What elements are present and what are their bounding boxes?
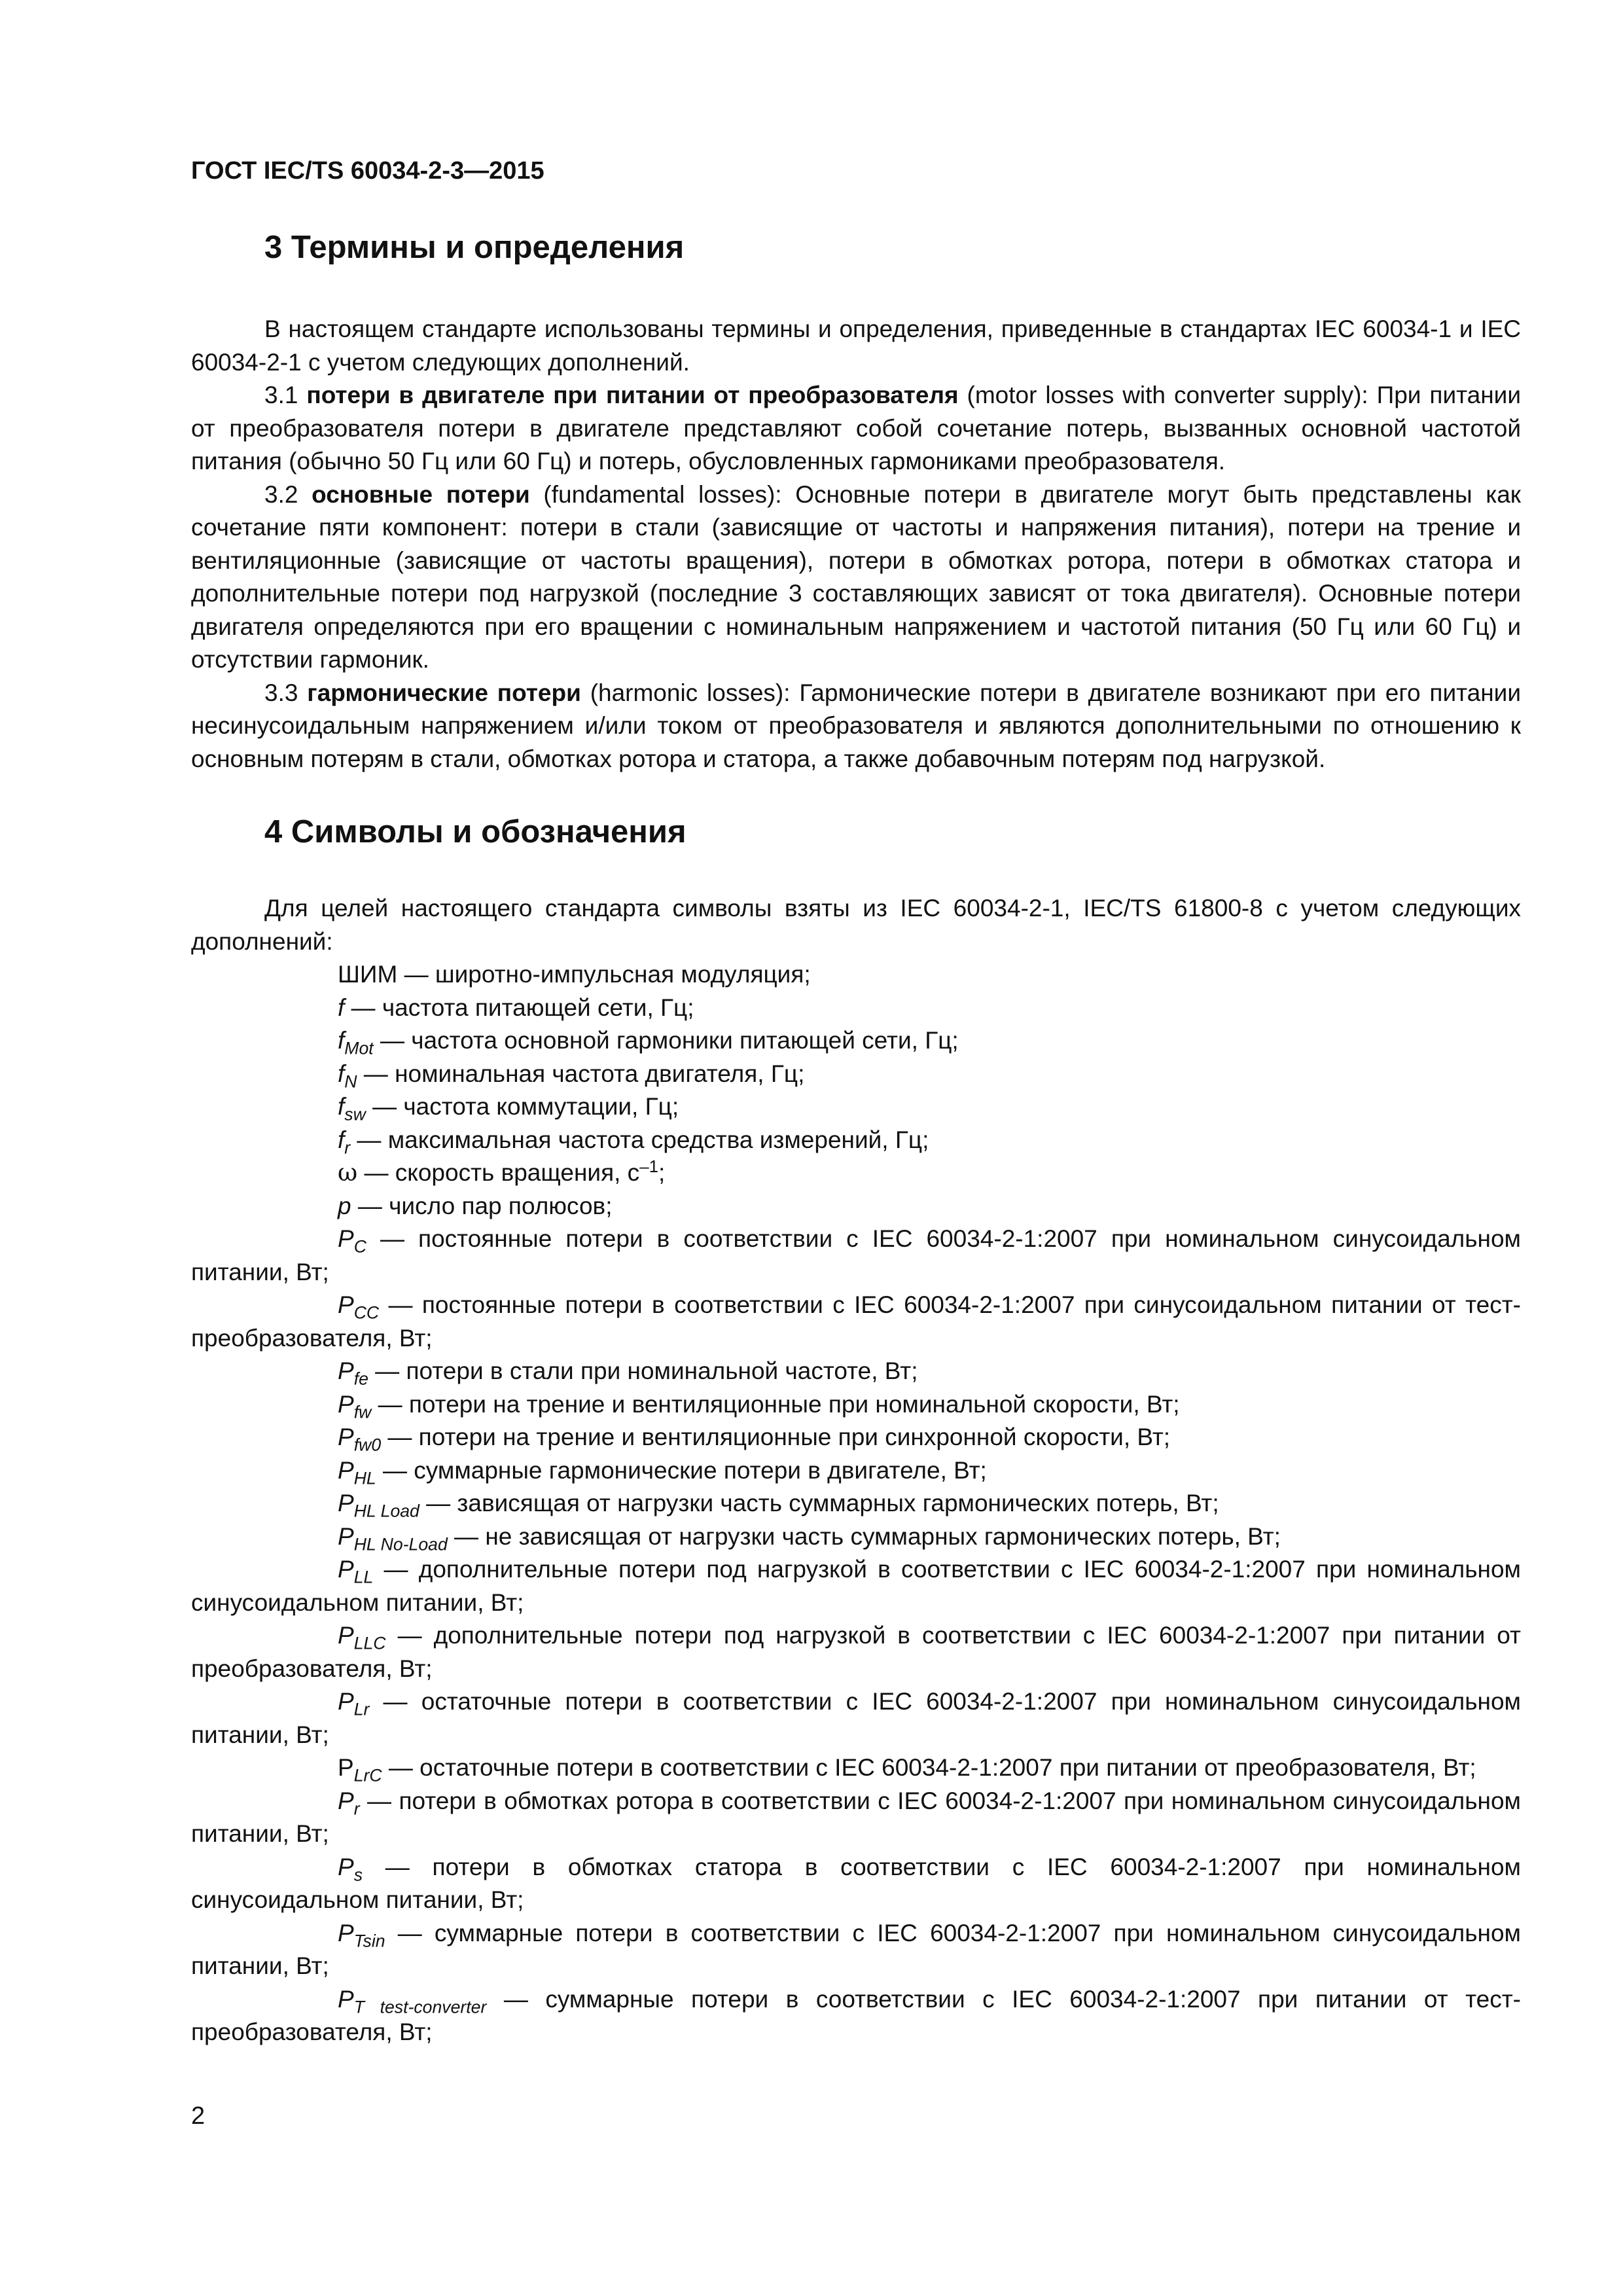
symbol-entry	[191, 992, 1521, 1025]
symbol-description: — частота коммутации, Гц;	[365, 1093, 679, 1120]
symbol-base: f	[338, 1126, 345, 1153]
symbol-subscript: Tsin	[353, 1931, 385, 1951]
symbol-description: — частота питающей сети, Гц;	[344, 994, 694, 1021]
symbol-label	[264, 1754, 382, 1785]
symbol-entry	[191, 1454, 1521, 1488]
symbol-base: ШИМ	[338, 961, 398, 988]
term-definition	[191, 478, 1521, 677]
symbol-base: P	[338, 1853, 354, 1880]
symbol-label	[264, 1787, 360, 1819]
symbol-label	[264, 1424, 382, 1455]
term-name: гармонические потери	[307, 679, 581, 706]
symbol-subscript: r	[353, 1799, 360, 1819]
symbol-label	[264, 1060, 357, 1092]
symbol-subscript: s	[353, 1865, 363, 1885]
term-text: Гармонические потери в двигателе возникают при его питании несинусоидальным напряжением и/или током от преобразователя и являются дополнительными по отношению к основным потерям в стали, обмотках ротора и статора, а также добавочным потерям под нагрузкой.	[191, 679, 1522, 772]
symbol-label	[264, 1093, 366, 1124]
symbol-label	[264, 1193, 351, 1219]
symbol-description: — суммарные гармонические потери в двигателе, Вт;	[376, 1456, 987, 1484]
symbol-subscript: LL	[353, 1567, 374, 1587]
symbol-subscript: Mot	[344, 1038, 374, 1058]
symbol-entry	[191, 1983, 1521, 2049]
symbol-entry	[191, 1190, 1521, 1223]
symbol-base: f	[338, 1027, 345, 1054]
symbol-label	[264, 1456, 376, 1488]
symbol-base: P	[338, 1225, 354, 1252]
symbol-description: — потери на трение и вентиляционные при синхронной скорости, Вт;	[381, 1424, 1171, 1450]
symbol-subscript: N	[344, 1071, 357, 1092]
page-number: 2	[191, 2102, 205, 2130]
symbol-description: — потери на трение и вентиляционные при номинальной скорости, Вт;	[371, 1390, 1180, 1418]
symbol-base: P	[338, 1622, 354, 1649]
section-3-intro: В настоящем стандарте использованы термины и определения, приведенные в стандартах IEC 60034-1 и IEC 60034-2-1 с учетом следующих дополнений.	[191, 315, 1521, 376]
symbol-entry	[191, 1520, 1521, 1554]
symbol-entry	[191, 1058, 1521, 1091]
term-number: 3.2	[264, 480, 298, 508]
symbol-base: f	[338, 1093, 345, 1120]
section-4-title: 4 Символы и обозначения	[264, 814, 687, 850]
symbol-subscript: CC	[353, 1302, 380, 1323]
section-3-title: 3 Термины и определения	[264, 230, 685, 265]
symbol-subscript: LLC	[353, 1633, 386, 1653]
symbol-description: — остаточные потери в соответствии с IEC 60034-2-1:2007 при питании от преобразователя, Вт;	[382, 1754, 1476, 1781]
symbol-tail: ;	[658, 1159, 666, 1186]
symbol-base: P	[338, 1522, 354, 1550]
symbol-base: P	[338, 1985, 354, 2013]
symbol-base: P	[338, 1754, 354, 1781]
symbol-label	[264, 1490, 419, 1521]
symbol-entry	[191, 1785, 1521, 1851]
symbol-description: — максимальная частота средства измерений, Гц;	[350, 1126, 929, 1153]
symbol-description: — постоянные потери в соответствии с IEC 60034-2-1:2007 при синусоидальном питании от тест-преобразователя, Вт;	[191, 1291, 1521, 1352]
symbol-label	[264, 1853, 363, 1885]
symbol-label	[264, 961, 397, 988]
symbol-entry	[191, 1024, 1521, 1058]
term-name: потери в двигателе при питании от преобразователя	[306, 382, 959, 408]
symbol-subscript: T test-converter	[353, 1997, 487, 2017]
symbol-label	[264, 1556, 374, 1587]
symbol-subscript: HL	[353, 1468, 376, 1488]
symbol-superscript: –1	[639, 1158, 658, 1177]
symbol-entry	[191, 1421, 1521, 1454]
symbol-label	[264, 1027, 374, 1058]
symbol-subscript: r	[344, 1138, 351, 1158]
symbol-description: — потери в обмотках ротора в соответствии с IEC 60034-2-1:2007 при номинальном синусоидальном питании, Вт;	[191, 1787, 1521, 1847]
symbol-label	[264, 1522, 448, 1554]
symbol-entry	[191, 1157, 1521, 1190]
symbol-entry	[191, 1917, 1521, 1983]
symbol-entry	[191, 1388, 1521, 1422]
symbol-description: — дополнительные потери под нагрузкой в соответствии с IEC 60034-2-1:2007 при питании от преобразователя, Вт;	[191, 1622, 1521, 1682]
symbol-entry	[191, 1751, 1521, 1785]
symbol-base: P	[338, 1357, 354, 1384]
symbol-label	[264, 1622, 386, 1653]
symbol-label	[264, 1688, 370, 1719]
symbol-entry	[191, 1851, 1521, 1917]
symbol-description: — число пар полюсов;	[351, 1192, 613, 1219]
symbol-base: P	[338, 1490, 354, 1516]
symbol-subscript: HL Load	[353, 1501, 419, 1521]
symbol-description: — суммарные потери в соответствии с IEC 60034-2-1:2007 при номинальном синусоидальном питании, Вт;	[191, 1919, 1521, 1979]
document-header: ГОСТ IEC/TS 60034-2-3—2015	[191, 157, 544, 185]
term-english: (harmonic losses):	[580, 679, 791, 706]
symbol-base: P	[338, 1390, 354, 1418]
symbol-entry	[191, 958, 1521, 992]
symbol-description: — широтно-импульсная модуляция;	[397, 961, 811, 988]
symbol-description: — номинальная частота двигателя, Гц;	[357, 1060, 805, 1087]
symbol-label	[264, 1919, 385, 1951]
symbol-base: ω	[338, 1158, 358, 1187]
symbol-description: — потери в обмотках статора в соответствии с IEC 60034-2-1:2007 при номинальном синусоидальном питании, Вт;	[191, 1853, 1521, 1913]
symbol-label	[264, 1985, 487, 2017]
symbol-description: — остаточные потери в соответствии с IEC 60034-2-1:2007 при номинальном синусоидальном питании, Вт;	[191, 1688, 1521, 1748]
term-name: основные потери	[312, 480, 530, 508]
symbol-subscript: Lr	[353, 1699, 370, 1719]
symbol-subscript: sw	[344, 1104, 366, 1124]
symbol-base: P	[338, 1556, 354, 1583]
symbol-label	[264, 1225, 366, 1257]
document-page	[191, 154, 1521, 2049]
symbol-label	[264, 994, 344, 1021]
symbol-description: — скорость вращения, с	[357, 1159, 640, 1186]
symbol-entry	[191, 1124, 1521, 1157]
term-definition	[191, 379, 1521, 478]
symbol-description: — не зависящая от нагрузки часть суммарных гармонических потерь, Вт;	[447, 1522, 1281, 1550]
symbol-base: P	[338, 1787, 354, 1814]
symbol-description: — потери в стали при номинальной частоте, Вт;	[368, 1357, 918, 1384]
term-text: Основные потери в двигателе могут быть представлены как сочетание пяти компонент: потери в стали (зависящие от частоты и напряжения питания), потери на трение и вентиляционные (зависящие от частоты вращения), потери в обмотках ротора, потери в обмотках статора и дополнительные потери под нагрузкой (последние 3 составляющих зависят от тока двигателя). Основные потери двигателя определяются при его вращении с номинальным напряжением и частотой питания (50 Гц или 60 Гц) и отсутствии гармоник.	[191, 480, 1521, 673]
symbol-entry	[191, 1619, 1521, 1685]
symbol-subscript: HL No-Load	[353, 1534, 448, 1554]
symbol-base: P	[338, 1456, 354, 1484]
symbol-description: — частота основной гармоники питающей сети, Гц;	[373, 1027, 959, 1054]
symbol-description: — постоянные потери в соответствии с IEC 60034-2-1:2007 при номинальном синусоидальном питании, Вт;	[191, 1225, 1521, 1285]
symbol-subscript: fe	[353, 1369, 368, 1389]
symbol-entry	[191, 1355, 1521, 1388]
symbol-subscript: fw0	[353, 1435, 382, 1455]
symbol-entry	[191, 1090, 1521, 1124]
symbol-base: P	[338, 1688, 354, 1715]
symbol-label	[264, 1159, 357, 1186]
symbol-entry	[191, 1289, 1521, 1355]
symbol-entry	[191, 1223, 1521, 1289]
symbols-list	[191, 892, 1521, 2049]
section-4-intro: Для целей настоящего стандарта символы взяты из IEC 60034-2-1, IEC/TS 61800-8 с учетом следующих дополнений:	[191, 895, 1521, 955]
term-english: (motor losses with converter supply):	[958, 382, 1368, 408]
symbol-label	[264, 1126, 351, 1158]
term-number: 3.3	[264, 679, 298, 706]
symbol-subscript: LrC	[353, 1765, 382, 1785]
symbol-description: — зависящая от нагрузки часть суммарных гармонических потерь, Вт;	[419, 1490, 1219, 1516]
terms-list	[191, 379, 1521, 776]
symbol-entry	[191, 1553, 1521, 1619]
symbol-base: P	[338, 1919, 354, 1946]
symbol-subscript: fw	[353, 1402, 372, 1422]
term-number: 3.1	[264, 382, 298, 408]
symbol-label	[264, 1291, 380, 1323]
symbol-base: P	[338, 1424, 354, 1450]
symbol-base: P	[338, 1291, 354, 1318]
term-definition	[191, 677, 1521, 776]
symbol-description: — дополнительные потери под нагрузкой в соответствии с IEC 60034-2-1:2007 при номинальном синусоидальном питании, Вт;	[191, 1556, 1521, 1616]
symbol-label	[264, 1390, 372, 1422]
term-english: (fundamental losses):	[529, 480, 782, 508]
symbol-subscript: C	[353, 1236, 366, 1257]
symbol-base: p	[338, 1192, 351, 1219]
symbol-description: — суммарные потери в соответствии с IEC 60034-2-1:2007 при питании от тест-преобразователя, Вт;	[191, 1985, 1521, 2045]
symbol-base: f	[338, 994, 345, 1021]
symbol-entry	[191, 1685, 1521, 1751]
term-text: При питании от преобразователя потери в двигателе представляют собой сочетание потерь, вызванных основной частотой питания (обычно 50 Гц или 60 Гц) и потерь, обусловленных гармониками преобразователя.	[191, 382, 1522, 475]
symbol-label	[264, 1357, 368, 1389]
symbol-entry	[191, 1487, 1521, 1520]
symbol-base: f	[338, 1060, 345, 1087]
